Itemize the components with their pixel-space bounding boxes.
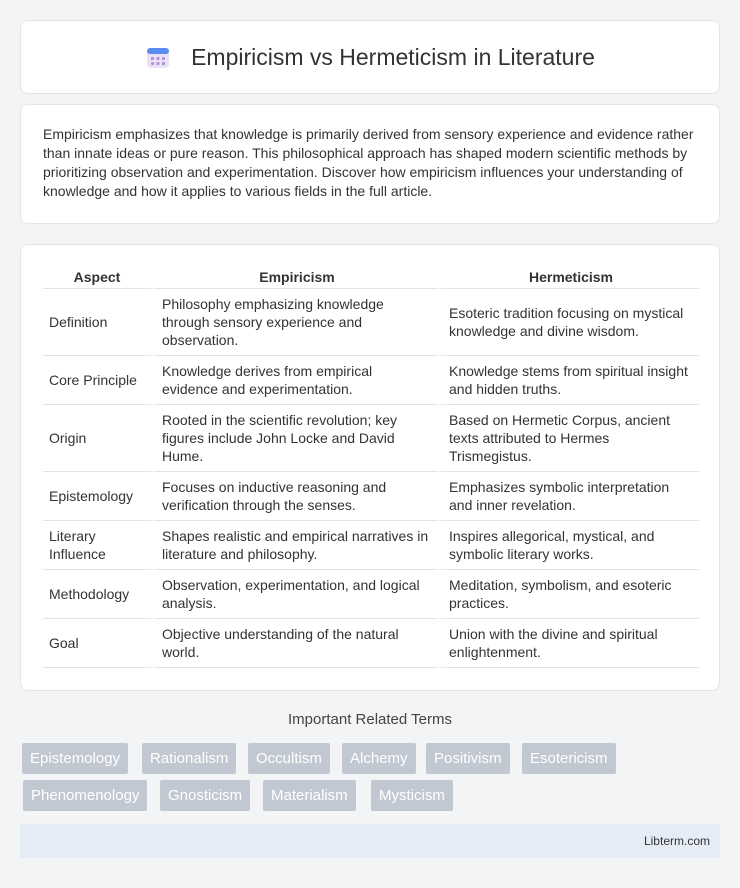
hermeticism-cell: Union with the divine and spiritual enlightenment. [438, 619, 699, 668]
title-card [20, 20, 720, 94]
aspect-cell: Definition [43, 289, 151, 356]
term-tag[interactable]: Phenomenology [23, 780, 147, 811]
table-row [43, 356, 699, 405]
aspect-cell: Origin [43, 405, 151, 472]
table-row [43, 405, 699, 472]
empiricism-cell: Rooted in the scientific revolution; key figures include John Locke and David Hume. [151, 405, 438, 472]
hermeticism-cell: Knowledge stems from spiritual insight and hidden truths. [438, 356, 699, 405]
term-tag[interactable]: Mysticism [371, 780, 453, 811]
empiricism-cell: Focuses on inductive reasoning and verification through the senses. [151, 472, 438, 521]
header-hermeticism: Hermeticism [438, 265, 699, 289]
hermeticism-cell: Emphasizes symbolic interpretation and inner revelation. [438, 472, 699, 521]
header-empiricism: Empiricism [151, 265, 438, 289]
empiricism-cell: Philosophy emphasizing knowledge through sensory experience and observation. [151, 289, 438, 356]
calendar-icon [145, 44, 171, 70]
aspect-cell: Core Principle [43, 356, 151, 405]
term-tag[interactable]: Positivism [426, 743, 510, 774]
hermeticism-cell: Meditation, symbolism, and esoteric practices. [438, 570, 699, 619]
footer-link[interactable]: Libterm.com [643, 834, 710, 848]
header-aspect: Aspect [43, 265, 151, 289]
comparison-table [43, 265, 699, 668]
footer [20, 824, 720, 858]
intro-text: Empiricism emphasizes that knowledge is primarily derived from sensory experience and evidence rather than innate ideas or pure reason. This philosophical approach has shaped modern scientific methods by prioritizing observation and experimentation. Discover how empiricism influences your understanding of knowledge and how it applies to various fields in the full article. [43, 126, 694, 199]
empiricism-cell: Objective understanding of the natural world. [151, 619, 438, 668]
term-tag[interactable]: Alchemy [342, 743, 416, 774]
table-row [43, 472, 699, 521]
term-tag[interactable]: Rationalism [142, 743, 236, 774]
hermeticism-cell: Esoteric tradition focusing on mystical knowledge and divine wisdom. [438, 289, 699, 356]
hermeticism-cell: Based on Hermetic Corpus, ancient texts attributed to Hermes Trismegistus. [438, 405, 699, 472]
table-row [43, 521, 699, 570]
table-row [43, 619, 699, 668]
aspect-cell: Methodology [43, 570, 151, 619]
comparison-card [20, 244, 720, 691]
empiricism-cell: Observation, experimentation, and logical analysis. [151, 570, 438, 619]
empiricism-cell: Knowledge derives from empirical evidence and experimentation. [151, 356, 438, 405]
aspect-cell: Literary Influence [43, 521, 151, 570]
term-tag[interactable]: Occultism [248, 743, 330, 774]
table-row [43, 570, 699, 619]
intro-card [20, 104, 720, 224]
term-tag[interactable]: Esotericism [522, 743, 616, 774]
term-tag[interactable]: Epistemology [22, 743, 128, 774]
table-header-row [43, 265, 699, 289]
empiricism-cell: Shapes realistic and empirical narratives in literature and philosophy. [151, 521, 438, 570]
hermeticism-cell: Inspires allegorical, mystical, and symbolic literary works. [438, 521, 699, 570]
term-tag[interactable]: Materialism [263, 780, 356, 811]
page-title: Empiricism vs Hermeticism in Literature [191, 43, 595, 70]
term-tag[interactable]: Gnosticism [160, 780, 250, 811]
aspect-cell: Goal [43, 619, 151, 668]
related-terms-title: Important Related Terms [288, 711, 452, 728]
aspect-cell: Epistemology [43, 472, 151, 521]
table-row [43, 289, 699, 356]
